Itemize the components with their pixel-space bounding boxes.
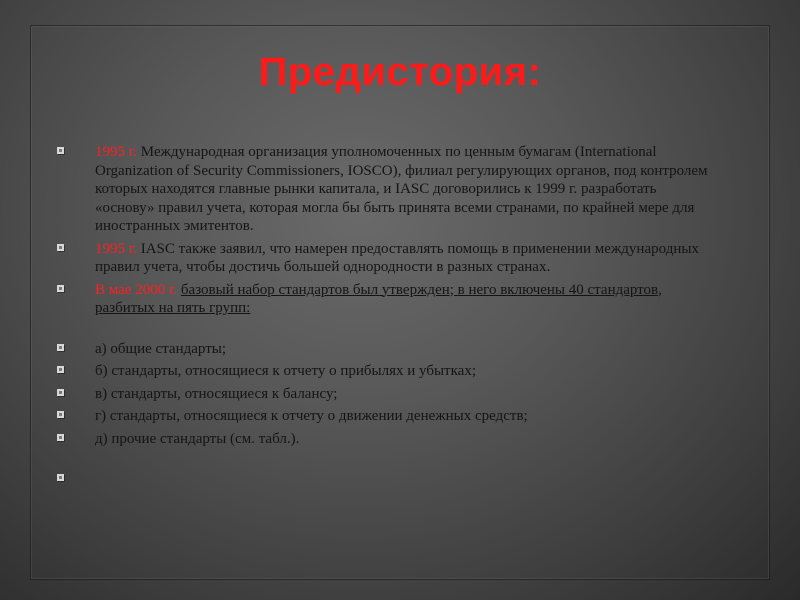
item-text: Международная организация уполномоченных по ценным бумагам (International Organization of Security Commissioners, IOSCO), филиал регулирующих органов, под контролем которых находятся главные рынки капитала, и IASC договорились к 1999 г. разработать «основу» правил учета, которая могла бы быть принята всеми странами, по крайней мере для иностранных эмитентов. (95, 144, 708, 234)
square-bullet-icon (57, 147, 64, 154)
item-text: базовый набор стандартов был утвержден; в него включены 40 стандартов, разбитых на пять групп: (95, 281, 662, 316)
group-item (57, 362, 717, 381)
item-date: В мае 2000 г. (95, 281, 178, 298)
item-date: 1995 г. (95, 144, 137, 160)
square-bullet-icon (57, 389, 64, 396)
list-item (57, 281, 717, 318)
slide-body-list (57, 143, 717, 492)
list-item (57, 143, 717, 236)
group-item (57, 430, 717, 449)
square-bullet-icon (57, 411, 64, 418)
group-text: в) стандарты, относящиеся к балансу; (95, 385, 338, 402)
square-bullet-icon (57, 474, 64, 481)
group-item (57, 407, 717, 426)
group-item (57, 340, 717, 359)
square-bullet-icon (57, 434, 64, 441)
square-bullet-icon (57, 366, 64, 373)
square-bullet-icon (57, 344, 64, 351)
list-item (57, 240, 717, 277)
blank-line (57, 322, 717, 340)
group-text: а) общие стандарты; (95, 340, 226, 357)
group-text: г) стандарты, относящиеся к отчету о движении денежных средств; (95, 408, 528, 424)
group-text: б) стандарты, относящиеся к отчету о прибылях и убытках; (95, 363, 476, 379)
group-text: д) прочие стандарты (см. табл.). (95, 430, 300, 447)
group-item (57, 385, 717, 404)
item-date: 1995 г. (95, 240, 137, 257)
blank-line (57, 452, 717, 470)
square-bullet-icon (57, 285, 64, 292)
item-text: IASC также заявил, что намерен предоставлять помощь в применении международных правил учета, чтобы достичь большей однородности в разных странах. (95, 240, 699, 275)
slide-title: Предистория: (258, 50, 542, 94)
square-bullet-icon (57, 244, 64, 251)
empty-list-item (57, 470, 717, 488)
